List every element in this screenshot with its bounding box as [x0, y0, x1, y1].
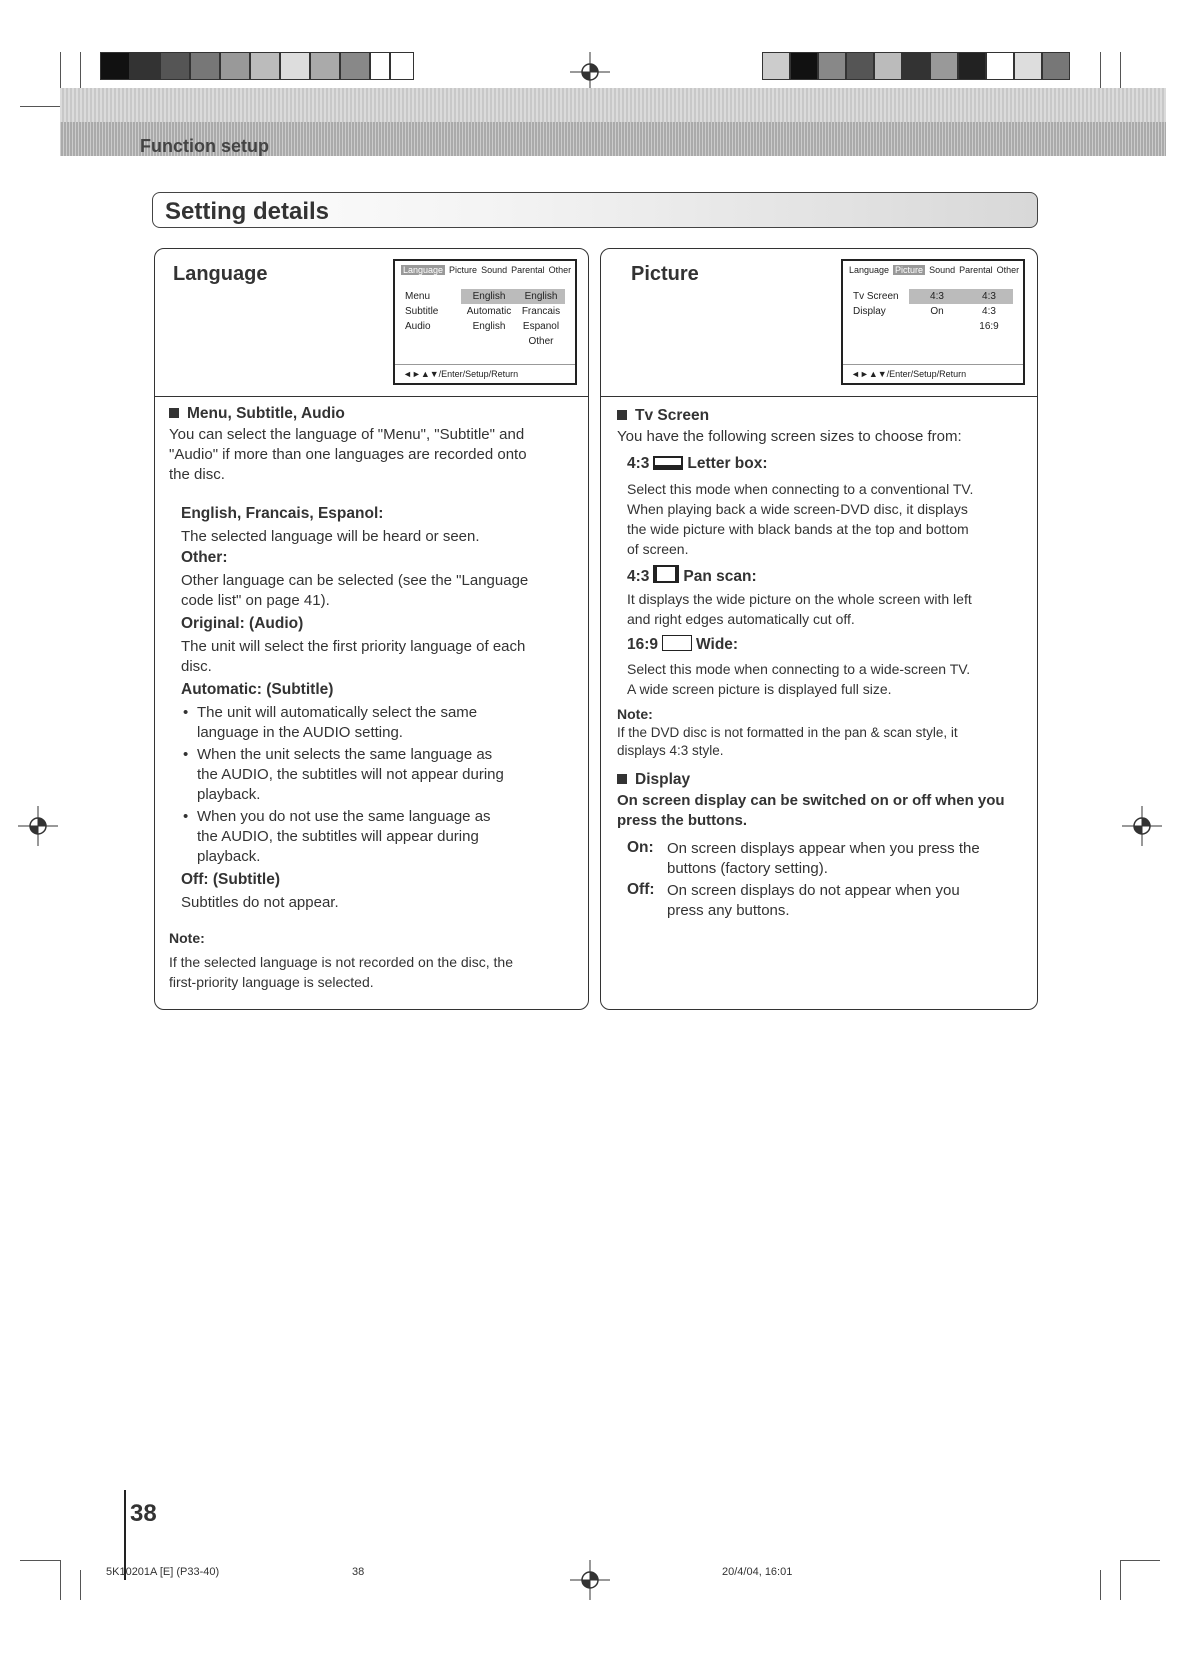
- language-osd-menu: [393, 259, 577, 385]
- osd-row-label: [853, 319, 909, 334]
- registration-mark-icon: [570, 1560, 610, 1600]
- osd-row-value: English: [461, 289, 517, 304]
- automatic-bullet: • When the unit selects the same language as: [197, 745, 492, 765]
- panscan-heading-text: Pan scan:: [683, 568, 757, 585]
- osd-tab-picture: Picture: [895, 265, 924, 275]
- osd-tab-parental: Parental: [959, 265, 993, 275]
- letterbox-text-line: of screen.: [627, 541, 689, 557]
- automatic-heading: Automatic: (Subtitle): [181, 681, 334, 698]
- efe-text: The selected language will be heard or seen.: [181, 528, 480, 545]
- panscan-ratio: 4:3: [627, 568, 650, 585]
- automatic-bullet: • The unit will automatically select the same: [197, 703, 477, 723]
- panscan-text-line: and right edges automatically cut off.: [627, 611, 855, 627]
- osd-tab-other: Other: [996, 265, 1020, 275]
- menu-subtitle-audio-heading: [169, 405, 345, 423]
- wide-text-line: Select this mode when connecting to a wide-screen TV.: [627, 661, 971, 677]
- note-label: Note:: [617, 706, 653, 722]
- wide-text-line: A wide screen picture is displayed full size.: [627, 681, 892, 697]
- osd-footer-divider: [395, 364, 575, 365]
- panscan-text-line: It displays the wide picture on the whole screen with left: [627, 591, 972, 607]
- footer-date: 20/4/04, 16:01: [722, 1566, 793, 1578]
- letterbox-heading: [627, 455, 768, 473]
- menu-text-line: the disc.: [169, 466, 225, 483]
- tv-screen-heading: [617, 407, 709, 425]
- off-text-line: On screen displays do not appear when you: [667, 882, 960, 899]
- square-bullet-icon: [169, 408, 179, 418]
- osd-row-value: On: [930, 306, 944, 317]
- picture-panel-header: [601, 249, 1037, 397]
- off-text-line: press any buttons.: [667, 902, 790, 919]
- crop-mark: [1100, 1570, 1101, 1600]
- efe-heading: English, Francais, Espanol:: [181, 505, 384, 522]
- note-text-line: If the selected language is not recorded on the disc, the: [169, 954, 514, 970]
- osd-row: [395, 304, 575, 319]
- page-number: 38: [130, 1500, 157, 1527]
- display-intro-line: press the buttons.: [617, 812, 748, 829]
- crop-mark: [1120, 1560, 1121, 1600]
- crop-mark: [60, 1560, 61, 1600]
- original-text-line: disc.: [181, 658, 212, 675]
- osd-row-value: English: [472, 321, 506, 332]
- osd-row: [395, 334, 575, 349]
- display-intro-line: On screen display can be switched on or off when you: [617, 792, 1005, 809]
- registration-mark-icon: [570, 52, 610, 92]
- letterbox-text-line: When playing back a wide screen-DVD disc, it displays: [627, 501, 968, 517]
- osd-tab-other: Other: [548, 265, 572, 275]
- registration-mark-icon: [1122, 806, 1162, 846]
- crop-mark: [20, 106, 60, 107]
- osd-row-value: [909, 319, 965, 334]
- osd-tab-sound: Sound: [929, 265, 956, 275]
- original-text-line: The unit will select the first priority language of each: [181, 638, 526, 655]
- osd-row-value: Automatic: [466, 306, 512, 317]
- picture-osd-menu: [841, 259, 1025, 385]
- osd-row-label: Menu: [405, 291, 431, 302]
- osd-row-option: 4:3: [982, 306, 996, 317]
- wide-heading-text: Wide:: [696, 636, 739, 653]
- on-text-line: On screen displays appear when you press the: [667, 840, 980, 857]
- letterbox-heading-text: Letter box:: [687, 455, 768, 472]
- osd-footer-divider: [843, 364, 1023, 365]
- osd-row: [843, 304, 1023, 319]
- letterbox-text-line: Select this mode when connecting to a conventional TV.: [627, 481, 974, 497]
- registration-mark-icon: [18, 806, 58, 846]
- wide-ratio: 16:9: [627, 636, 659, 653]
- automatic-bullet-cont: the AUDIO, the subtitles will appear during: [197, 828, 479, 845]
- color-strip-right: [762, 52, 1070, 80]
- crop-mark: [20, 1560, 60, 1561]
- osd-row-option: 4:3: [965, 289, 1013, 304]
- letterbox-text-line: the wide picture with black bands at the top and bottom: [627, 521, 969, 537]
- automatic-bullet: • When you do not use the same language as: [197, 807, 491, 827]
- language-heading: Language: [173, 263, 268, 285]
- automatic-bullet-cont: playback.: [197, 786, 261, 803]
- note-label: Note:: [169, 930, 205, 946]
- osd-tab-language: Language: [849, 265, 890, 275]
- osd-tab-parental: Parental: [511, 265, 545, 275]
- note-text-line: If the DVD disc is not formatted in the pan & scan style, it: [617, 725, 958, 740]
- crop-mark: [80, 1570, 81, 1600]
- other-text-line: Other language can be selected (see the "Language: [181, 572, 529, 589]
- on-text-line: buttons (factory setting).: [667, 860, 828, 877]
- automatic-bullet-cont: the AUDIO, the subtitles will not appear during: [197, 766, 504, 783]
- osd-tab-picture: Picture: [449, 265, 478, 275]
- wide-aspect-icon: [662, 635, 692, 651]
- osd-row: [395, 289, 575, 304]
- osd-footer: ◄►▲▼/Enter/Setup/Return: [851, 369, 967, 379]
- footer-page: 38: [352, 1566, 365, 1578]
- osd-row-value: 4:3: [909, 289, 965, 304]
- color-strip-left: [100, 52, 414, 80]
- square-bullet-icon: [617, 410, 627, 420]
- panscan-aspect-icon: [653, 565, 679, 583]
- osd-row: [395, 319, 575, 334]
- osd-footer: ◄►▲▼/Enter/Setup/Return: [403, 369, 519, 379]
- osd-row-option: 16:9: [979, 321, 999, 332]
- menu-text-line: "Audio" if more than one languages are recorded onto: [169, 446, 527, 463]
- osd-row-value: [461, 334, 517, 349]
- crop-mark: [60, 52, 61, 92]
- crop-mark: [1100, 52, 1101, 92]
- language-panel: [154, 248, 589, 1010]
- other-text-line: code list" on page 41).: [181, 592, 330, 609]
- panscan-heading: [627, 565, 757, 586]
- menu-heading-text: Menu, Subtitle, Audio: [187, 405, 345, 422]
- osd-row-label: Audio: [405, 321, 431, 332]
- other-heading: Other:: [181, 549, 228, 566]
- section-title: Function setup: [140, 136, 269, 156]
- display-heading-text: Display: [635, 771, 691, 788]
- off-subtitle-text: Subtitles do not appear.: [181, 894, 339, 911]
- tv-intro: You have the following screen sizes to choose from:: [617, 428, 962, 445]
- osd-row-option: Espanol: [522, 321, 560, 332]
- osd-row-label: Subtitle: [405, 306, 439, 317]
- osd-tabs: [843, 261, 1023, 275]
- osd-row-option: Other: [528, 336, 554, 347]
- letterbox-aspect-icon: [653, 456, 683, 470]
- osd-tab-language: Language: [403, 265, 444, 275]
- crop-mark: [80, 52, 81, 92]
- automatic-bullet-cont: language in the AUDIO setting.: [197, 724, 403, 741]
- language-panel-header: [155, 249, 588, 397]
- picture-panel: [600, 248, 1038, 1010]
- off-label: Off:: [627, 881, 655, 898]
- on-label: On:: [627, 839, 654, 856]
- banner-title: Setting details: [165, 198, 330, 225]
- osd-row: [843, 289, 1023, 304]
- osd-row-label: Display: [853, 306, 886, 317]
- osd-row-option: Francais: [521, 306, 561, 317]
- off-subtitle-heading: Off: (Subtitle): [181, 871, 281, 888]
- wide-heading: [627, 635, 738, 654]
- picture-heading: Picture: [631, 263, 699, 285]
- crop-mark: [1120, 1560, 1160, 1561]
- osd-tab-sound: Sound: [481, 265, 508, 275]
- display-heading: [617, 771, 690, 789]
- menu-text-line: You can select the language of "Menu", "Subtitle" and: [169, 426, 525, 443]
- osd-row: [843, 319, 1023, 334]
- note-text-line: displays 4:3 style.: [617, 743, 724, 758]
- osd-row-label: [405, 334, 461, 349]
- setting-details-banner: [152, 192, 1038, 228]
- osd-tabs: [395, 261, 575, 275]
- footer-code: 5K10201A [E] (P33-40): [106, 1566, 220, 1578]
- letterbox-ratio: 4:3: [627, 455, 650, 472]
- tv-heading-text: Tv Screen: [635, 407, 710, 424]
- automatic-bullet-cont: playback.: [197, 848, 261, 865]
- original-heading: Original: (Audio): [181, 615, 304, 632]
- osd-row-option: English: [517, 289, 565, 304]
- crop-mark: [1120, 52, 1121, 92]
- square-bullet-icon: [617, 774, 627, 784]
- note-text-line: first-priority language is selected.: [169, 974, 374, 990]
- osd-row-label: Tv Screen: [853, 291, 899, 302]
